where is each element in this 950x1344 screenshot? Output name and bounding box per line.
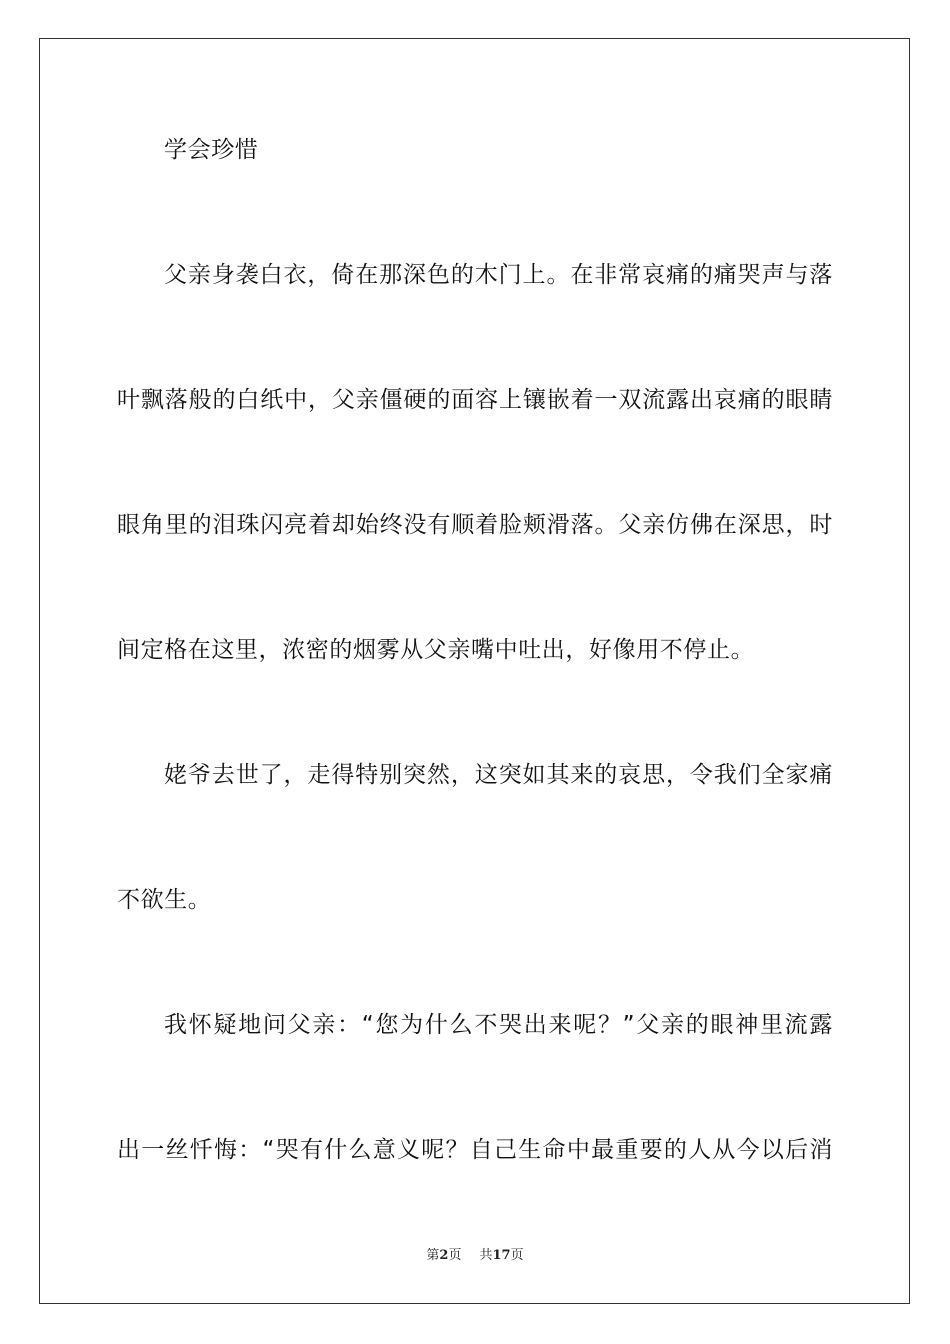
footer-page-number: 2 — [439, 1248, 449, 1263]
paragraph-line: 姥爷去世了，走得特别突然，这突如其来的哀思，令我们全家痛 — [164, 762, 833, 788]
footer-page-suffix: 页 — [448, 1248, 462, 1263]
paragraph-line: 眼角里的泪珠闪亮着却始终没有顺着脸颊滑落。父亲仿佛在深思，时 — [117, 512, 833, 538]
footer-total-prefix: 共 — [479, 1248, 493, 1263]
footer-total-suffix: 页 — [510, 1248, 524, 1263]
paragraph-line: 不欲生。 — [117, 887, 212, 913]
paragraph-title-line: 学会珍惜 — [164, 137, 259, 163]
paragraph-line: 我怀疑地问父亲：“您为什么不哭出来呢？”父亲的眼神里流露 — [164, 1012, 833, 1038]
page-border — [39, 38, 910, 1304]
paragraph-line: 出一丝忏悔：“哭有什么意义呢？自己生命中最重要的人从今以后消 — [117, 1137, 833, 1163]
footer-page-prefix: 第 — [426, 1248, 440, 1263]
page-footer — [0, 1247, 950, 1265]
paragraph-line: 叶飘落般的白纸中，父亲僵硬的面容上镶嵌着一双流露出哀痛的眼睛 — [117, 387, 833, 413]
paragraph-line: 父亲身袭白衣，倚在那深色的木门上。在非常哀痛的痛哭声与落 — [164, 262, 833, 288]
footer-total-pages: 17 — [492, 1248, 511, 1263]
paragraph-line: 间定格在这里，浓密的烟雾从父亲嘴中吐出，好像用不停止。 — [117, 637, 755, 663]
